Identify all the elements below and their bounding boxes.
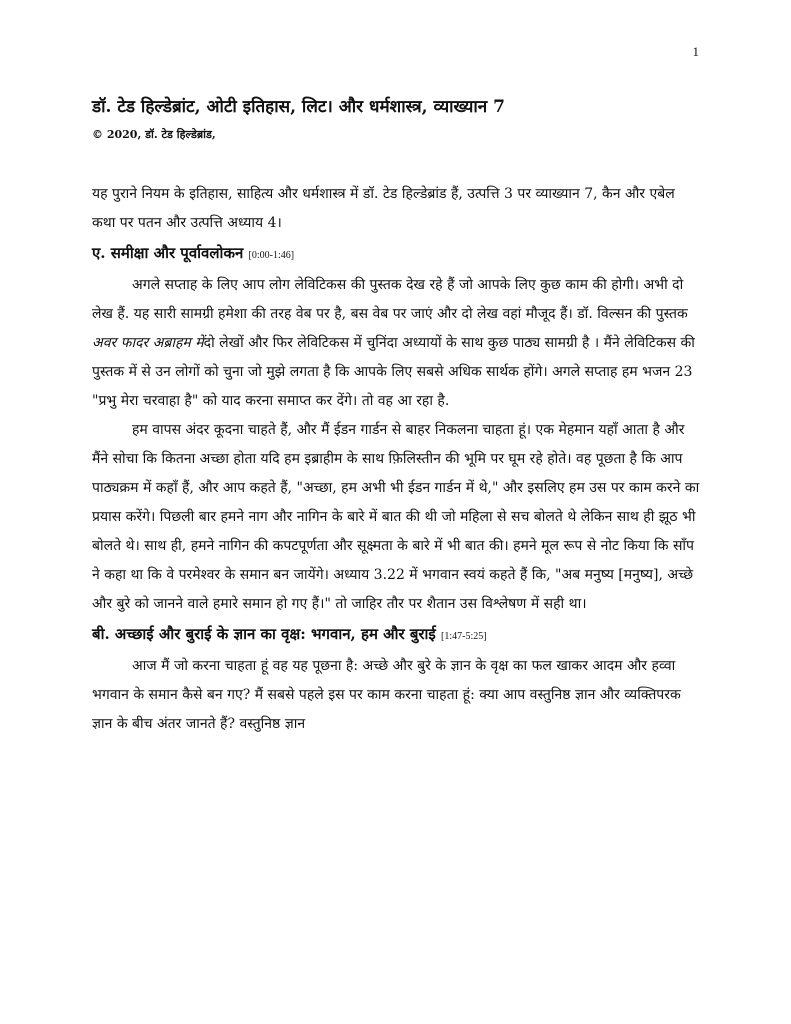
- section-a-paragraph-1: [92, 271, 700, 416]
- section-a-heading: [92, 238, 700, 271]
- section-b-title: बी. अच्छाई और बुराई के ज्ञान का वृक्ष: भगवान, हम और बुराई: [92, 625, 436, 643]
- section-a-timestamp: [0:00-1:46]: [248, 250, 295, 261]
- section-a-paragraph-2: हम वापस अंदर कूदना चाहते हैं, और मैं ईडन गार्डन से बाहर निकलना चाहता हूं। एक मेहमान यहाँ आता है और मैंने सोचा कि कितना अच्छा होता यदि हम इब्राहीम के साथ फ़िलिस्तीन की भूमि पर घूम रहे होते। वह पूछता है कि आप पाठ्यक्रम में कहाँ हैं, और आप कहते हैं, "अच्छा, हम अभी भी ईडन गार्डन में थे," और इसलिए हम उस पर काम करने का प्रयास करेंगे। पिछली बार हमने नाग और नागिन के बारे में बात की थी जो महिला से सच बोलते थे लेकिन साथ ही झूठ भी बोलते थे। साथ ही, हमने नागिन की कपटपूर्णता और सूक्ष्मता के बारे में भी बात की। हमने मूल रूप से नोट किया कि साँप ने कहा था कि वे परमेश्वर के समान बन जायेंगे। अध्याय 3.22 में भगवान स्वयं कहते हैं कि, "अब मनुष्य [मनुष्य], अच्छे और बुरे को जानने वाले हमारे समान हो गए हैं।" तो जाहिर तौर पर शैतान उस विश्लेषण में सही था।: [92, 422, 700, 612]
- section-a-paragraph-1-text-end: दो लेखों और फिर लेविटिकस में चुनिंदा अध्यायों के साथ कुछ पाठ्य सामग्री है । मैंने लेविटिकस की पुस्तक में से उन लोगों को चुना जो मुझे लगता है कि आपके लिए सबसे अधिक सार्थक होंगे। अगले सप्ताह हम भजन 23 "प्रभु मेरा चरवाहा है" को याद करना समाप्त कर देंगे। तो वह आ रहा है.: [92, 335, 695, 409]
- section-a-paragraph-1-text-start: अगले सप्ताह के लिए आप लोग लेविटिकस की पुस्तक देख रहे हैं जो आपके लिए कुछ काम की होगी। अभी दो लेख हैं. यह सारी सामग्री हमेशा की तरह वेब पर है, बस वेब पर जाएं और दो लेख वहां मौजूद हैं। डॉ. विल्सन की पुस्तक: [92, 277, 688, 322]
- book-title: अवर फादर अब्राहम में: [92, 335, 204, 351]
- intro-paragraph: यह पुराने नियम के इतिहास, साहित्य और धर्मशास्त्र में डॉ. टेड हिल्डेब्रांड हैं, उत्पत्ति 3 पर व्याख्यान 7, कैन और एबेल कथा पर पतन और उत्पत्ति अध्याय 4।: [92, 186, 675, 231]
- section-b-heading: [92, 619, 700, 652]
- section-b-paragraph-1: आज मैं जो करना चाहता हूं वह यह पूछना है: अच्छे और बुरे के ज्ञान के वृक्ष का फल खाकर आदम और हव्वा भगवान के समान कैसे बन गए? मैं सबसे पहले इस पर काम करना चाहता हूं: क्या आप वस्तुनिष्ठ ज्ञान और व्यक्तिपरक ज्ञान के बीच अंतर जानते हैं? वस्तुनिष्ठ ज्ञान: [92, 658, 681, 732]
- document-title: डॉ. टेड हिल्डेब्रांट, ओटी इतिहास, लिट। और धर्मशास्त्र, व्याख्यान 7: [92, 97, 505, 117]
- page-number: 1: [692, 44, 699, 59]
- copyright-line: © 2020, डॉ. टेड हिल्डेब्रांड,: [92, 128, 216, 141]
- document-body: [92, 180, 700, 739]
- section-a-title: ए. समीक्षा और पूर्वावलोकन: [92, 244, 244, 262]
- section-b-timestamp: [1:47-5:25]: [441, 631, 487, 642]
